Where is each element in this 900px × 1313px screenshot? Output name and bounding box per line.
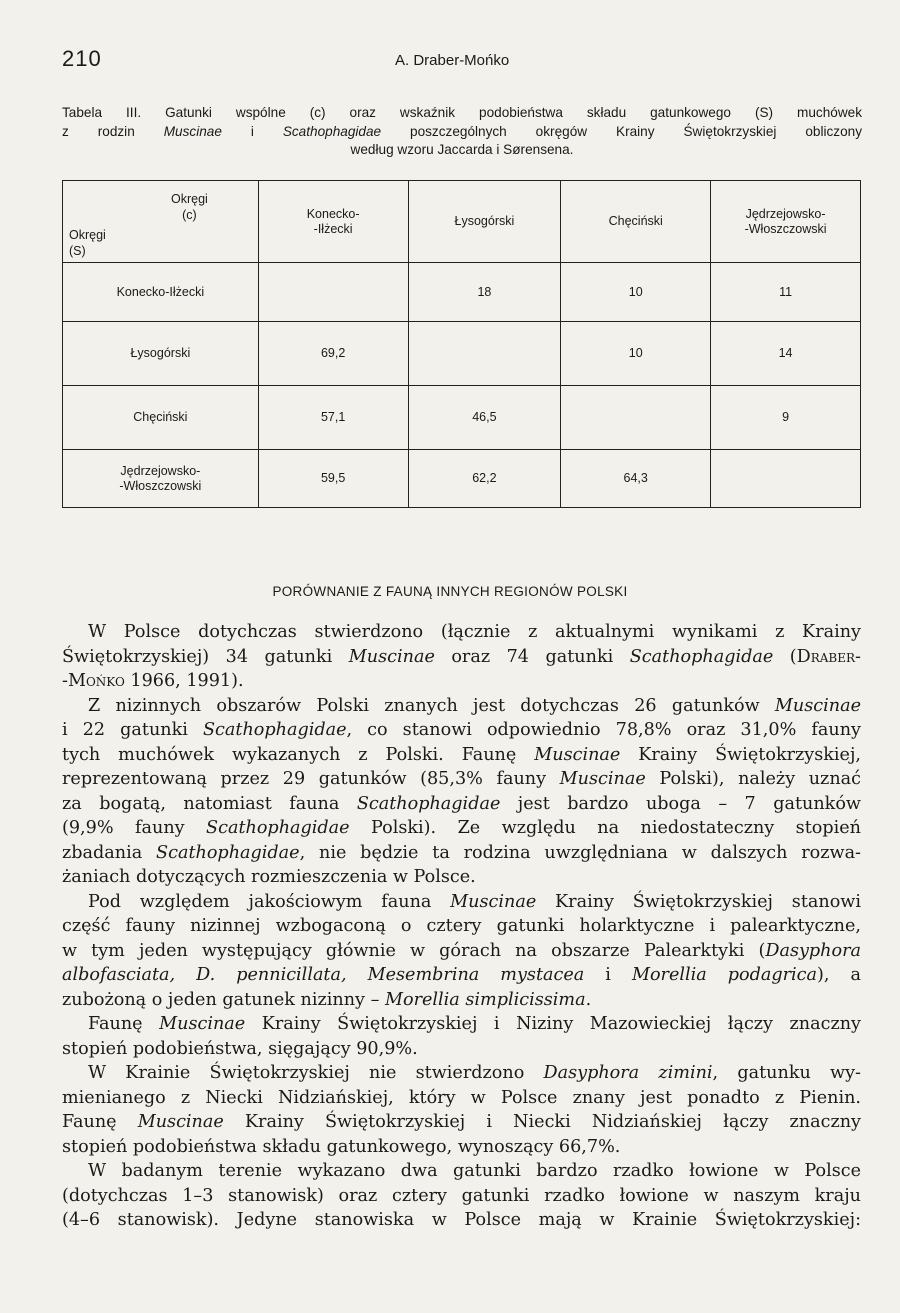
- table-cell: 46,5: [408, 386, 561, 450]
- text: Krainy Świętokrzyskiej i Niecki Nidziańskiej łączy znaczny: [223, 1112, 861, 1132]
- text: (9,9% fauny: [62, 818, 207, 838]
- paragraph: [62, 1012, 861, 1061]
- table-cell: 69,2: [258, 322, 408, 386]
- table-row: [63, 263, 861, 322]
- text: Krainy Świętokrzyskiej stanowi: [536, 891, 861, 912]
- text-line: W Polsce dotychczas stwierdzono (łącznie z aktualnymi wynikami z Krainy: [88, 622, 861, 642]
- table-cell: 64,3: [561, 450, 711, 508]
- taxon-name: Muscinae: [559, 769, 646, 789]
- text-line: [62, 767, 861, 792]
- table-cell: 59,5: [258, 450, 408, 508]
- caption-text: i: [221, 123, 283, 139]
- taxon-name: Muscinae: [450, 891, 537, 912]
- paragraph: [62, 1159, 861, 1233]
- text: Faunę: [88, 1014, 160, 1034]
- caption-text: z rodzin: [62, 123, 164, 139]
- table-cell: 10: [561, 263, 711, 322]
- row-label-text: -Włoszczowski: [119, 478, 202, 493]
- text-line: [62, 816, 861, 841]
- page-header: [62, 46, 860, 76]
- table-row: [63, 386, 861, 450]
- caption-line: [62, 123, 862, 142]
- paragraph: [62, 694, 862, 890]
- text: i 22 gatunki: [62, 720, 203, 740]
- header-text: Jędrzejowsko-: [745, 206, 826, 221]
- taxon-name: Dasyphora zimini: [543, 1063, 713, 1083]
- text-line: [88, 890, 861, 915]
- table-caption: [62, 104, 862, 160]
- text: , gatunku wy-: [712, 1063, 861, 1083]
- text-line: [62, 1110, 861, 1135]
- header-text: Chęciński: [608, 214, 663, 228]
- caption-line: według wzoru Jaccarda i Sørensena.: [350, 142, 574, 157]
- text: Krainy Świętokrzyskiej,: [620, 744, 861, 765]
- taxon-name: Scathophagidae: [356, 793, 501, 814]
- row-label-text: Konecko-Iłżecki: [116, 284, 205, 299]
- taxon-name: Morellia podagrica: [631, 965, 818, 985]
- text-line: [62, 792, 861, 817]
- column-header: [561, 181, 711, 263]
- caption-text: poszczególnych okręgów Krainy Świętokrzyskiej obliczony: [381, 123, 863, 139]
- text-line: [62, 963, 861, 988]
- taxon-name: Morellia simplicissima: [384, 989, 586, 1010]
- table-cell: [711, 450, 861, 508]
- table-cell: [561, 386, 711, 450]
- column-header: [711, 181, 861, 263]
- paragraph: [62, 1061, 861, 1159]
- text: , nie będzie ta rodzina uwzględniana w dalszych rozwa-: [299, 842, 862, 863]
- taxon-name: Scathophagidae: [629, 646, 774, 667]
- text: zubożoną o jeden gatunek nizinny –: [62, 989, 385, 1010]
- taxon-name: Scathophagidae: [202, 720, 347, 740]
- table-cell: [258, 263, 408, 322]
- taxon-name: Muscinae: [163, 123, 222, 139]
- taxon-name: Muscinae: [534, 744, 621, 765]
- row-label-text: Łysogórski: [130, 346, 191, 360]
- text: (: [773, 646, 797, 667]
- text: Świętokrzyskiej) 34 gatunki: [62, 646, 349, 667]
- table-cell: 9: [711, 386, 861, 450]
- text: zbadania: [62, 842, 157, 863]
- corner-text: Okręgi: [69, 228, 106, 242]
- text: w tym jeden występujący głównie w górach na obszarze Palearktyki (: [62, 940, 766, 961]
- running-head: A. Draber-Mońko: [395, 52, 510, 69]
- table-cell: 14: [711, 322, 861, 386]
- text-line: (4–6 stanowisk). Jedyne stanowiska w Polsce mają w Krainie Świętokrzyskiej:: [62, 1210, 861, 1230]
- text-line: [62, 645, 861, 670]
- similarity-table: [62, 180, 861, 508]
- text: oraz 74 gatunki: [434, 646, 630, 667]
- text: tych muchówek wykazanych z Polski. Faunę: [62, 744, 535, 765]
- row-label-text: Jędrzejowsko-: [120, 463, 201, 478]
- taxon-name: Muscinae: [137, 1112, 224, 1132]
- text: 1966, 1991).: [124, 671, 244, 691]
- row-label: [63, 450, 259, 508]
- text-line: [62, 939, 861, 964]
- table-cell: 62,2: [408, 450, 561, 508]
- body-text: [62, 620, 862, 1233]
- text-line: stopień podobieństwa, sięgający 90,9%.: [62, 1038, 418, 1059]
- text-line: [62, 743, 861, 768]
- row-label: [63, 322, 259, 386]
- text: Polski), należy uznać: [645, 769, 861, 789]
- header-text: -Włoszczowski: [744, 221, 827, 236]
- table-cell: 10: [561, 322, 711, 386]
- text: Faunę: [62, 1112, 138, 1132]
- text: i: [584, 965, 632, 985]
- table-header-row: [63, 181, 861, 263]
- text: Pod względem jakościowym fauna: [88, 891, 451, 912]
- table-row: [63, 450, 861, 508]
- text-line: [88, 1061, 861, 1086]
- author-name: -Mońko: [62, 671, 125, 691]
- table-cell: [408, 322, 561, 386]
- text: Krainy Świętokrzyskiej i Niziny Mazowieckiej łączy znaczny: [245, 1014, 861, 1034]
- text-line: [88, 694, 861, 719]
- text: reprezentowaną przez 29 gatunków (85,3% fauny: [62, 769, 560, 789]
- page-number: 210: [62, 46, 102, 71]
- corner-text: Okręgi: [171, 192, 208, 206]
- table-cell: 18: [408, 263, 561, 322]
- text-line: mienianego z Niecki Nidziańskiej, który w Polsce znany jest ponadto z Pienin.: [62, 1087, 861, 1108]
- text-line: [62, 841, 861, 866]
- header-text: -Iłżecki: [313, 221, 353, 236]
- column-header: [408, 181, 561, 263]
- section-title: PORÓWNANIE Z FAUNĄ INNYCH REGIONÓW POLSKI: [272, 584, 628, 599]
- text-line: (dotychczas 1–3 stanowisk) oraz cztery gatunki rzadko łowione w naszym kraju: [62, 1185, 861, 1206]
- taxon-name: Scathophagidae: [156, 842, 300, 863]
- taxon-name: Dasyphora: [765, 940, 861, 961]
- text-line: żaniach dotyczących rozmieszczenia w Polsce.: [62, 867, 476, 887]
- row-label: [63, 386, 259, 450]
- text-line: część fauny nizinnej wzbogaconą o cztery gatunki holarktyczne i palearktyczne,: [62, 916, 861, 936]
- taxon-name: albofasciata, D. pennicillata, Mesembrina mystacea: [62, 965, 585, 985]
- caption-line: Tabela III. Gatunki wspólne (c) oraz wskaźnik podobieństwa składu gatunkowego (S) muchówek: [62, 105, 862, 120]
- text-line: [62, 718, 861, 743]
- text: .: [585, 989, 592, 1010]
- column-header: [258, 181, 408, 263]
- text: Polski). Ze względu na niedostateczny stopień: [349, 818, 861, 838]
- text-line: W badanym terenie wykazano dwa gatunki bardzo rzadko łowione w Polsce: [88, 1161, 861, 1181]
- text: jest bardzo uboga – 7 gatunków: [500, 793, 861, 814]
- taxon-name: Scathophagidae: [282, 123, 382, 139]
- row-label: [63, 263, 259, 322]
- text: W Krainie Świętokrzyskiej nie stwierdzono: [88, 1063, 544, 1083]
- table-corner-cell: [63, 181, 259, 263]
- corner-label-rows: [69, 227, 106, 259]
- row-label-text: Chęciński: [133, 410, 188, 424]
- table-cell: 11: [711, 263, 861, 322]
- text-line: stopień podobieństwa składu gatunkowego, wynoszący 66,7%.: [62, 1136, 621, 1157]
- corner-label-columns: [171, 191, 208, 223]
- paragraph: [62, 620, 861, 694]
- author-name: Draber-: [796, 646, 861, 667]
- table-cell: 57,1: [258, 386, 408, 450]
- taxon-name: Muscinae: [159, 1014, 246, 1034]
- taxon-name: Muscinae: [348, 646, 435, 667]
- taxon-name: Muscinae: [774, 695, 861, 716]
- corner-text: (S): [69, 244, 86, 258]
- text: , co stanowi odpowiednio 78,8% oraz 31,0% fauny: [346, 720, 861, 740]
- text-line: [62, 669, 861, 694]
- text-line: [88, 1012, 861, 1037]
- paragraph: [62, 890, 862, 1013]
- text: ), a: [817, 965, 862, 985]
- table-row: [63, 322, 861, 386]
- taxon-name: Scathophagidae: [206, 818, 350, 838]
- header-text: Konecko-: [306, 206, 360, 221]
- text: Z nizinnych obszarów Polski znanych jest dotychczas 26 gatunków: [88, 695, 775, 716]
- text: za bogatą, natomiast fauna: [62, 793, 357, 814]
- text-line: [62, 988, 861, 1013]
- header-text: Łysogórski: [454, 214, 515, 228]
- corner-text: (c): [182, 208, 197, 222]
